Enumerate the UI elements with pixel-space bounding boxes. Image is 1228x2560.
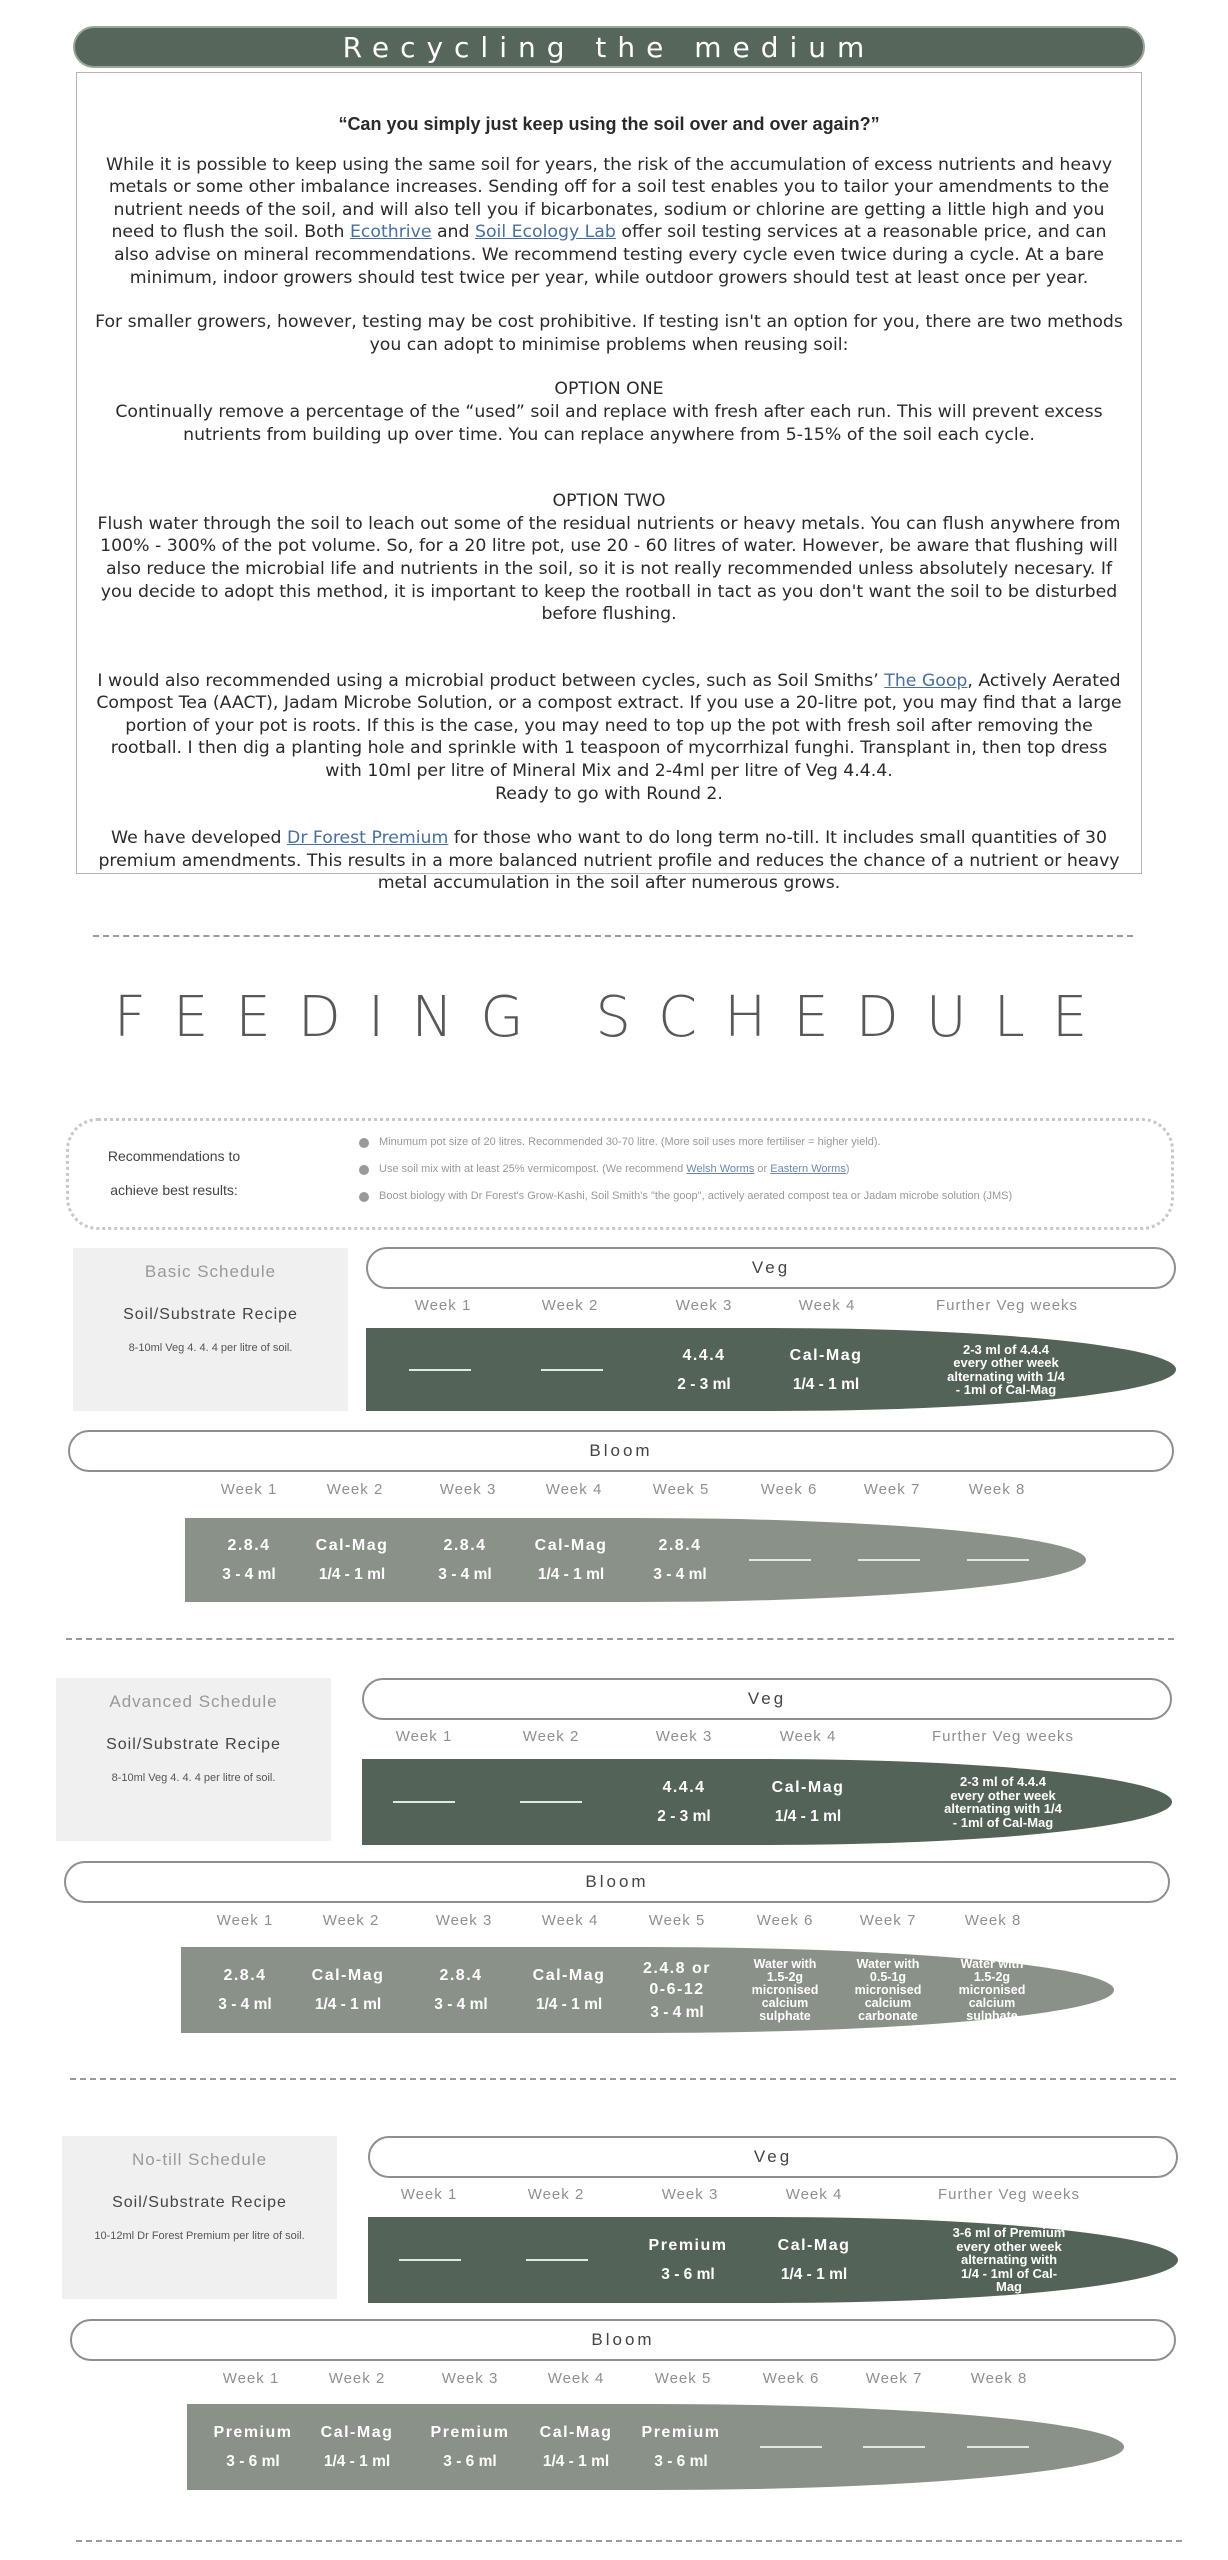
p1-text-a: While it is possible to keep using the same soil for years, the risk of the accumulation of excess nutrients and heavy metals or some other imbalance increases. Sending off for a soil test enables you to tailor your amendments to the nutrient needs of the soil, and will also tell you if bicarbonates, sodium or chlorine are getting a little high and you need to flush the soil. Both — [105, 154, 1113, 243]
feed-cell — [431, 2404, 510, 2490]
week-label: Week 3 — [435, 1912, 493, 1929]
empty-week-cell — [858, 1518, 920, 1602]
article-paragraph-3 — [95, 670, 1123, 783]
p1-and: and — [436, 222, 470, 243]
week-label: Week 7 — [865, 2370, 923, 2387]
week-label: Week 7 — [863, 1481, 921, 1498]
recommendation-item — [359, 1156, 1012, 1183]
recipe-description: 10-12ml Dr Forest Premium per litre of soil. — [94, 2230, 305, 2242]
product-amount: 3 - 4 ml — [653, 1566, 707, 1583]
product-amount: 3 - 6 ml — [661, 2266, 715, 2283]
feed-cell — [778, 2217, 851, 2303]
empty-week-cell — [863, 2404, 925, 2490]
feed-cell — [653, 1518, 706, 1602]
week-label: Week 8 — [968, 1481, 1026, 1498]
week-label: Week 2 — [522, 1728, 580, 1745]
article-paragraph-1 — [95, 154, 1123, 290]
veg-stage-pill: Veg — [366, 1247, 1176, 1289]
schedule-name: No-till Schedule — [131, 2150, 268, 2169]
veg-week-labels — [0, 1728, 1228, 1748]
further-veg-cell — [944, 1759, 1062, 1845]
bloom-stage-pill: Bloom — [64, 1861, 1170, 1903]
bloom-week-labels — [0, 1912, 1228, 1932]
empty-line — [520, 1801, 582, 1803]
schedule-name: Advanced Schedule — [109, 1692, 278, 1711]
empty-line — [541, 1369, 603, 1371]
empty-line — [409, 1369, 471, 1371]
product-amount: 3 - 4 ml — [650, 2003, 704, 2021]
week-label: Week 1 — [222, 2370, 280, 2387]
feed-cell — [790, 1328, 863, 1411]
product-amount: 2 - 3 ml — [657, 1808, 711, 1825]
product-amount: 1/4 - 1 ml — [792, 1375, 860, 1393]
product-name: Cal-Mag — [311, 1967, 385, 1984]
recommendation-item — [359, 1129, 1012, 1156]
ecothrive-link[interactable]: Ecothrive — [349, 222, 432, 243]
basic-bloom-band — [185, 1518, 1086, 1602]
week-label: Week 3 — [441, 2370, 499, 2387]
recommendations-label — [89, 1139, 259, 1207]
p4-text-b: for those who want to do long term no-till. It includes small quantities of 30 premium amendments. This results in a more balanced nutrient profile and reduces the chance of a nutrient or heavy metal accumulation in the soil after numerous grows. — [98, 828, 1120, 894]
empty-week-cell — [520, 1759, 582, 1845]
week-label: Week 3 — [439, 1481, 497, 1498]
feed-cell — [657, 1759, 710, 1845]
advanced-schedule-box — [56, 1678, 331, 1841]
empty-line — [393, 1801, 455, 1803]
empty-line — [526, 2259, 588, 2261]
dr-forest-premium-link[interactable]: Dr Forest Premium — [287, 828, 449, 849]
p4-text-a: We have developed — [111, 828, 282, 849]
product-name: Cal-Mag — [771, 1779, 845, 1796]
notill-veg-band — [368, 2217, 1178, 2303]
product-amount: 1/4 - 1 ml — [542, 2453, 610, 2470]
bullet-icon — [359, 1165, 369, 1175]
water-text: Water with 1.5-2g micronised calcium sulphate — [751, 1956, 819, 2023]
product-amount: 2 - 3 ml — [677, 1375, 731, 1393]
notill-schedule-box — [62, 2136, 337, 2299]
empty-line — [399, 2259, 461, 2261]
empty-line — [760, 2446, 822, 2448]
week-label: Week 2 — [527, 2186, 585, 2203]
welsh-worms-link[interactable]: Welsh Worms — [686, 1163, 755, 1175]
week-label: Week 7 — [859, 1912, 917, 1929]
section-title: Recycling the medium — [342, 30, 876, 64]
bloom-week-labels — [0, 1481, 1228, 1501]
recommendation-text: Boost biology with Dr Forest's Grow-Kashi, Soil Smith's "the goop", actively aerated compost tea or Jadam microbe solution (JMS) — [379, 1190, 1013, 1202]
week-label: Week 5 — [654, 2370, 712, 2387]
week-label: Week 8 — [970, 2370, 1028, 2387]
week-label: Week 2 — [326, 1481, 384, 1498]
product-name: Cal-Mag — [539, 2424, 613, 2441]
empty-line — [967, 1559, 1029, 1561]
bloom-stage-pill: Bloom — [68, 1430, 1174, 1472]
week-label: Week 4 — [541, 1912, 599, 1929]
recipe-title: Soil/Substrate Recipe — [123, 1306, 298, 1323]
week-label: Week 1 — [220, 1481, 278, 1498]
feed-cell — [312, 1947, 385, 2033]
eastern-worms-link[interactable]: Eastern Worms — [770, 1163, 846, 1175]
recommendation-text: Use soil mix with at least 25% vermicompost. (We recommend — [379, 1163, 684, 1175]
week-label: Week 3 — [661, 2186, 719, 2203]
week-label: Week 5 — [648, 1912, 706, 1929]
further-veg-text: 2-3 ml of 4.4.4 every other week alternating with 1/4 - 1ml of Cal-Mag — [947, 1341, 1065, 1397]
further-veg-cell — [951, 2217, 1067, 2303]
basic-veg-band — [366, 1328, 1176, 1411]
option-one-text: Continually remove a percentage of the “used” soil and replace with fresh after each run. This will prevent excess nutrients from building up over time. You can replace anywhere from 5-15% of the soil each cycle. — [115, 401, 1103, 445]
product-name: Cal-Mag — [534, 1537, 608, 1554]
product-amount: 3 - 4 ml — [222, 1566, 276, 1583]
divider — [70, 2078, 1176, 2080]
recommendations-label-line-2: achieve best results: — [110, 1182, 238, 1198]
week-label: Week 2 — [541, 1297, 599, 1314]
product-name: 2.8.4 — [439, 1967, 483, 1984]
article-question: “Can you simply just keep using the soil over and over again?” — [338, 114, 880, 134]
further-veg-text: 2-3 ml of 4.4.4 every other week alternating with 1/4 - 1ml of Cal-Mag — [944, 1774, 1062, 1830]
week-label: Further Veg weeks — [937, 2186, 1081, 2203]
week-label: Week 4 — [798, 1297, 856, 1314]
feeding-schedule-title: FEEDING SCHEDULE — [113, 985, 1115, 1050]
product-amount: 3 - 6 ml — [226, 2453, 280, 2470]
week-label: Week 1 — [414, 1297, 472, 1314]
further-veg-text: 3-6 ml of Premium every other week alternating with 1/4 - 1ml of Cal-Mag — [952, 2225, 1066, 2295]
feed-cell — [438, 1518, 491, 1602]
bloom-week-labels — [0, 2370, 1228, 2390]
advanced-veg-band — [362, 1759, 1172, 1845]
product-name: Cal-Mag — [320, 2424, 394, 2441]
veg-stage-pill: Veg — [368, 2136, 1178, 2178]
empty-week-cell — [399, 2217, 461, 2303]
recommendations-label-line-1: Recommendations to — [107, 1148, 241, 1164]
article-round-two: Ready to go with Round 2. — [495, 783, 723, 804]
veg-week-labels — [0, 2186, 1228, 2206]
product-name: 2.8.4 — [227, 1537, 271, 1554]
divider — [66, 1638, 1174, 1640]
divider — [93, 935, 1133, 937]
feed-cell — [649, 2217, 728, 2303]
recipe-title: Soil/Substrate Recipe — [106, 1736, 281, 1753]
product-amount: 1/4 - 1 ml — [780, 2266, 848, 2283]
product-name: Premium — [641, 2424, 721, 2441]
product-amount: 3 - 6 ml — [654, 2453, 708, 2470]
feed-cell — [218, 1947, 271, 2033]
recommendations-box — [66, 1118, 1174, 1230]
feed-cell — [772, 1759, 845, 1845]
empty-week-cell — [526, 2217, 588, 2303]
advanced-bloom-band — [181, 1947, 1114, 2033]
recommendation-text: Minumum pot size of 20 litres. Recommended 30-70 litre. (More soil uses more fertiliser = higher yield). — [379, 1136, 881, 1148]
week-label: Week 1 — [216, 1912, 274, 1929]
empty-week-cell — [393, 1759, 455, 1845]
feed-cell — [677, 1328, 730, 1411]
week-label: Week 4 — [779, 1728, 837, 1745]
product-name: Cal-Mag — [777, 2237, 851, 2254]
empty-week-cell — [967, 2404, 1029, 2490]
recipe-description: 8-10ml Veg 4. 4. 4 per litre of soil. — [128, 1342, 293, 1354]
week-label: Week 6 — [762, 2370, 820, 2387]
bullet-icon — [359, 1192, 369, 1202]
product-amount: 1/4 - 1 ml — [535, 1996, 603, 2013]
feed-cell — [434, 1947, 487, 2033]
week-label: Week 2 — [328, 2370, 386, 2387]
p1-text-b: offer soil testing services at a reasonable price, and can also advise on mineral recommendations. We recommend testing every cycle even twice during a cycle. At a bare minimum, indoor growers should test twice per year, while outdoor growers should test at least once per year. — [114, 222, 1107, 288]
week-label: Week 4 — [547, 2370, 605, 2387]
schedule-name: Basic Schedule — [144, 1262, 277, 1281]
recipe-description: 8-10ml Veg 4. 4. 4 per litre of soil. — [111, 1772, 276, 1784]
divider — [76, 2540, 1182, 2542]
empty-week-cell — [967, 1518, 1029, 1602]
week-label: Week 8 — [964, 1912, 1022, 1929]
bullet-icon — [359, 1138, 369, 1148]
empty-week-cell — [760, 2404, 822, 2490]
water-cell — [950, 1947, 1034, 2033]
p3-text-a: I would also recommended using a microbial product between cycles, such as Soil Smiths’ — [97, 670, 879, 691]
product-name: Cal-Mag — [532, 1967, 606, 1984]
feed-cell — [632, 1947, 722, 2033]
week-label: Week 4 — [545, 1481, 603, 1498]
option-one-title: OPTION ONE — [554, 379, 664, 400]
product-name: 4.4.4 — [662, 1779, 706, 1796]
feed-cell — [533, 1947, 606, 2033]
product-amount: 1/4 - 1 ml — [537, 1566, 605, 1583]
product-amount: 1/4 - 1 ml — [774, 1808, 842, 1825]
feed-cell — [316, 1518, 389, 1602]
product-name: Premium — [213, 2424, 293, 2441]
water-cell — [743, 1947, 827, 2033]
week-label: Week 3 — [655, 1728, 713, 1745]
feed-cell — [222, 1518, 275, 1602]
feed-cell — [540, 2404, 613, 2490]
option-two-text: Flush water through the soil to leach out some of the residual nutrients or heavy metals. You can flush anywhere from 100% - 300% of the pot volume. So, for a 20 litre pot, use 20 - 60 litres of water. However, be aware that flushing will also reduce the microbial life and nutrients in the soil, so it is not really recommended unless absolutely necesary. If you decide to adopt this method, it is important to keep the rootball in tact as you don't want the soil to be disturbed before flushing. — [97, 513, 1121, 625]
product-amount: 3 - 4 ml — [434, 1996, 488, 2013]
the-goop-link[interactable]: The Goop — [884, 670, 968, 691]
product-name: Cal-Mag — [789, 1346, 863, 1364]
product-amount: 3 - 6 ml — [443, 2453, 497, 2470]
feed-cell — [642, 2404, 721, 2490]
week-label: Week 3 — [675, 1297, 733, 1314]
product-amount: 3 - 4 ml — [218, 1996, 272, 2013]
product-name: 2.8.4 — [443, 1537, 487, 1554]
week-label: Week 6 — [756, 1912, 814, 1929]
product-name: 2.8.4 — [658, 1537, 702, 1554]
article-paragraph-2: For smaller growers, however, testing may be cost prohibitive. If testing isn't an option for you, there are two methods you can adopt to minimise problems when reusing soil: — [95, 312, 1123, 355]
p3-text-b: , Actively Aerated Compost Tea (AACT), Jadam Microbe Solution, or a compost extract. If you use a 20-litre pot, you may find that a large portion of your pot is roots. If this is the case, you may need to top up the pot with fresh soil after removing the rootball. I then dig a planting hole and sprinkle with 1 teaspoon of mycorrhizal funghi. Transplant in, then top dress with 10ml per litre of Mineral Mix and 2-4ml per litre of Veg 4.4.4. — [96, 670, 1122, 782]
empty-week-cell — [749, 1518, 811, 1602]
empty-week-cell — [409, 1328, 471, 1411]
product-name: 4.4.4 — [682, 1346, 726, 1364]
product-amount: 1/4 - 1 ml — [318, 1566, 386, 1583]
product-name: Cal-Mag — [315, 1537, 389, 1554]
empty-line — [858, 1559, 920, 1561]
section-title-bar — [73, 26, 1145, 68]
basic-schedule-box — [73, 1248, 348, 1411]
recommendation-or: or — [757, 1163, 768, 1175]
soil-ecology-lab-link[interactable]: Soil Ecology Lab — [474, 222, 616, 243]
recommendation-item — [359, 1183, 1012, 1210]
veg-week-labels — [0, 1297, 1228, 1317]
veg-stage-pill: Veg — [362, 1678, 1172, 1720]
article-box — [76, 72, 1142, 894]
week-label: Week 6 — [760, 1481, 818, 1498]
product-amount: 1/4 - 1 ml — [314, 1996, 382, 2013]
notill-bloom-band — [187, 2404, 1124, 2490]
empty-line — [863, 2446, 925, 2448]
feed-cell — [214, 2404, 293, 2490]
product-name: 2.8.4 — [223, 1967, 267, 1984]
week-label: Week 1 — [400, 2186, 458, 2203]
feed-cell — [535, 1518, 608, 1602]
product-name: 2.4.8 or 0-6-12 — [642, 1959, 712, 1998]
week-label: Week 1 — [395, 1728, 453, 1745]
empty-line — [749, 1559, 811, 1561]
recommendation-close: ) — [845, 1163, 850, 1175]
week-label: Further Veg weeks — [935, 1297, 1079, 1314]
water-cell — [846, 1947, 930, 2033]
product-amount: 1/4 - 1 ml — [323, 2453, 391, 2470]
option-two-title: OPTION TWO — [552, 491, 666, 512]
empty-week-cell — [541, 1328, 603, 1411]
product-name: Premium — [430, 2424, 510, 2441]
week-label: Week 2 — [322, 1912, 380, 1929]
week-label: Week 5 — [652, 1481, 710, 1498]
product-name: Premium — [648, 2237, 728, 2254]
week-label: Week 4 — [785, 2186, 843, 2203]
recommendations-list — [359, 1129, 1012, 1210]
water-text: Water with 1.5-2g micronised calcium sulphate — [958, 1956, 1026, 2023]
feed-cell — [321, 2404, 394, 2490]
further-veg-cell — [947, 1328, 1065, 1411]
water-text: Water with 0.5-1g micronised calcium carbonate — [854, 1956, 922, 2023]
recipe-title: Soil/Substrate Recipe — [112, 2194, 287, 2211]
week-label: Further Veg weeks — [931, 1728, 1075, 1745]
empty-line — [967, 2446, 1029, 2448]
bloom-stage-pill: Bloom — [70, 2319, 1176, 2361]
article-paragraph-4 — [95, 827, 1123, 895]
product-amount: 3 - 4 ml — [438, 1566, 492, 1583]
